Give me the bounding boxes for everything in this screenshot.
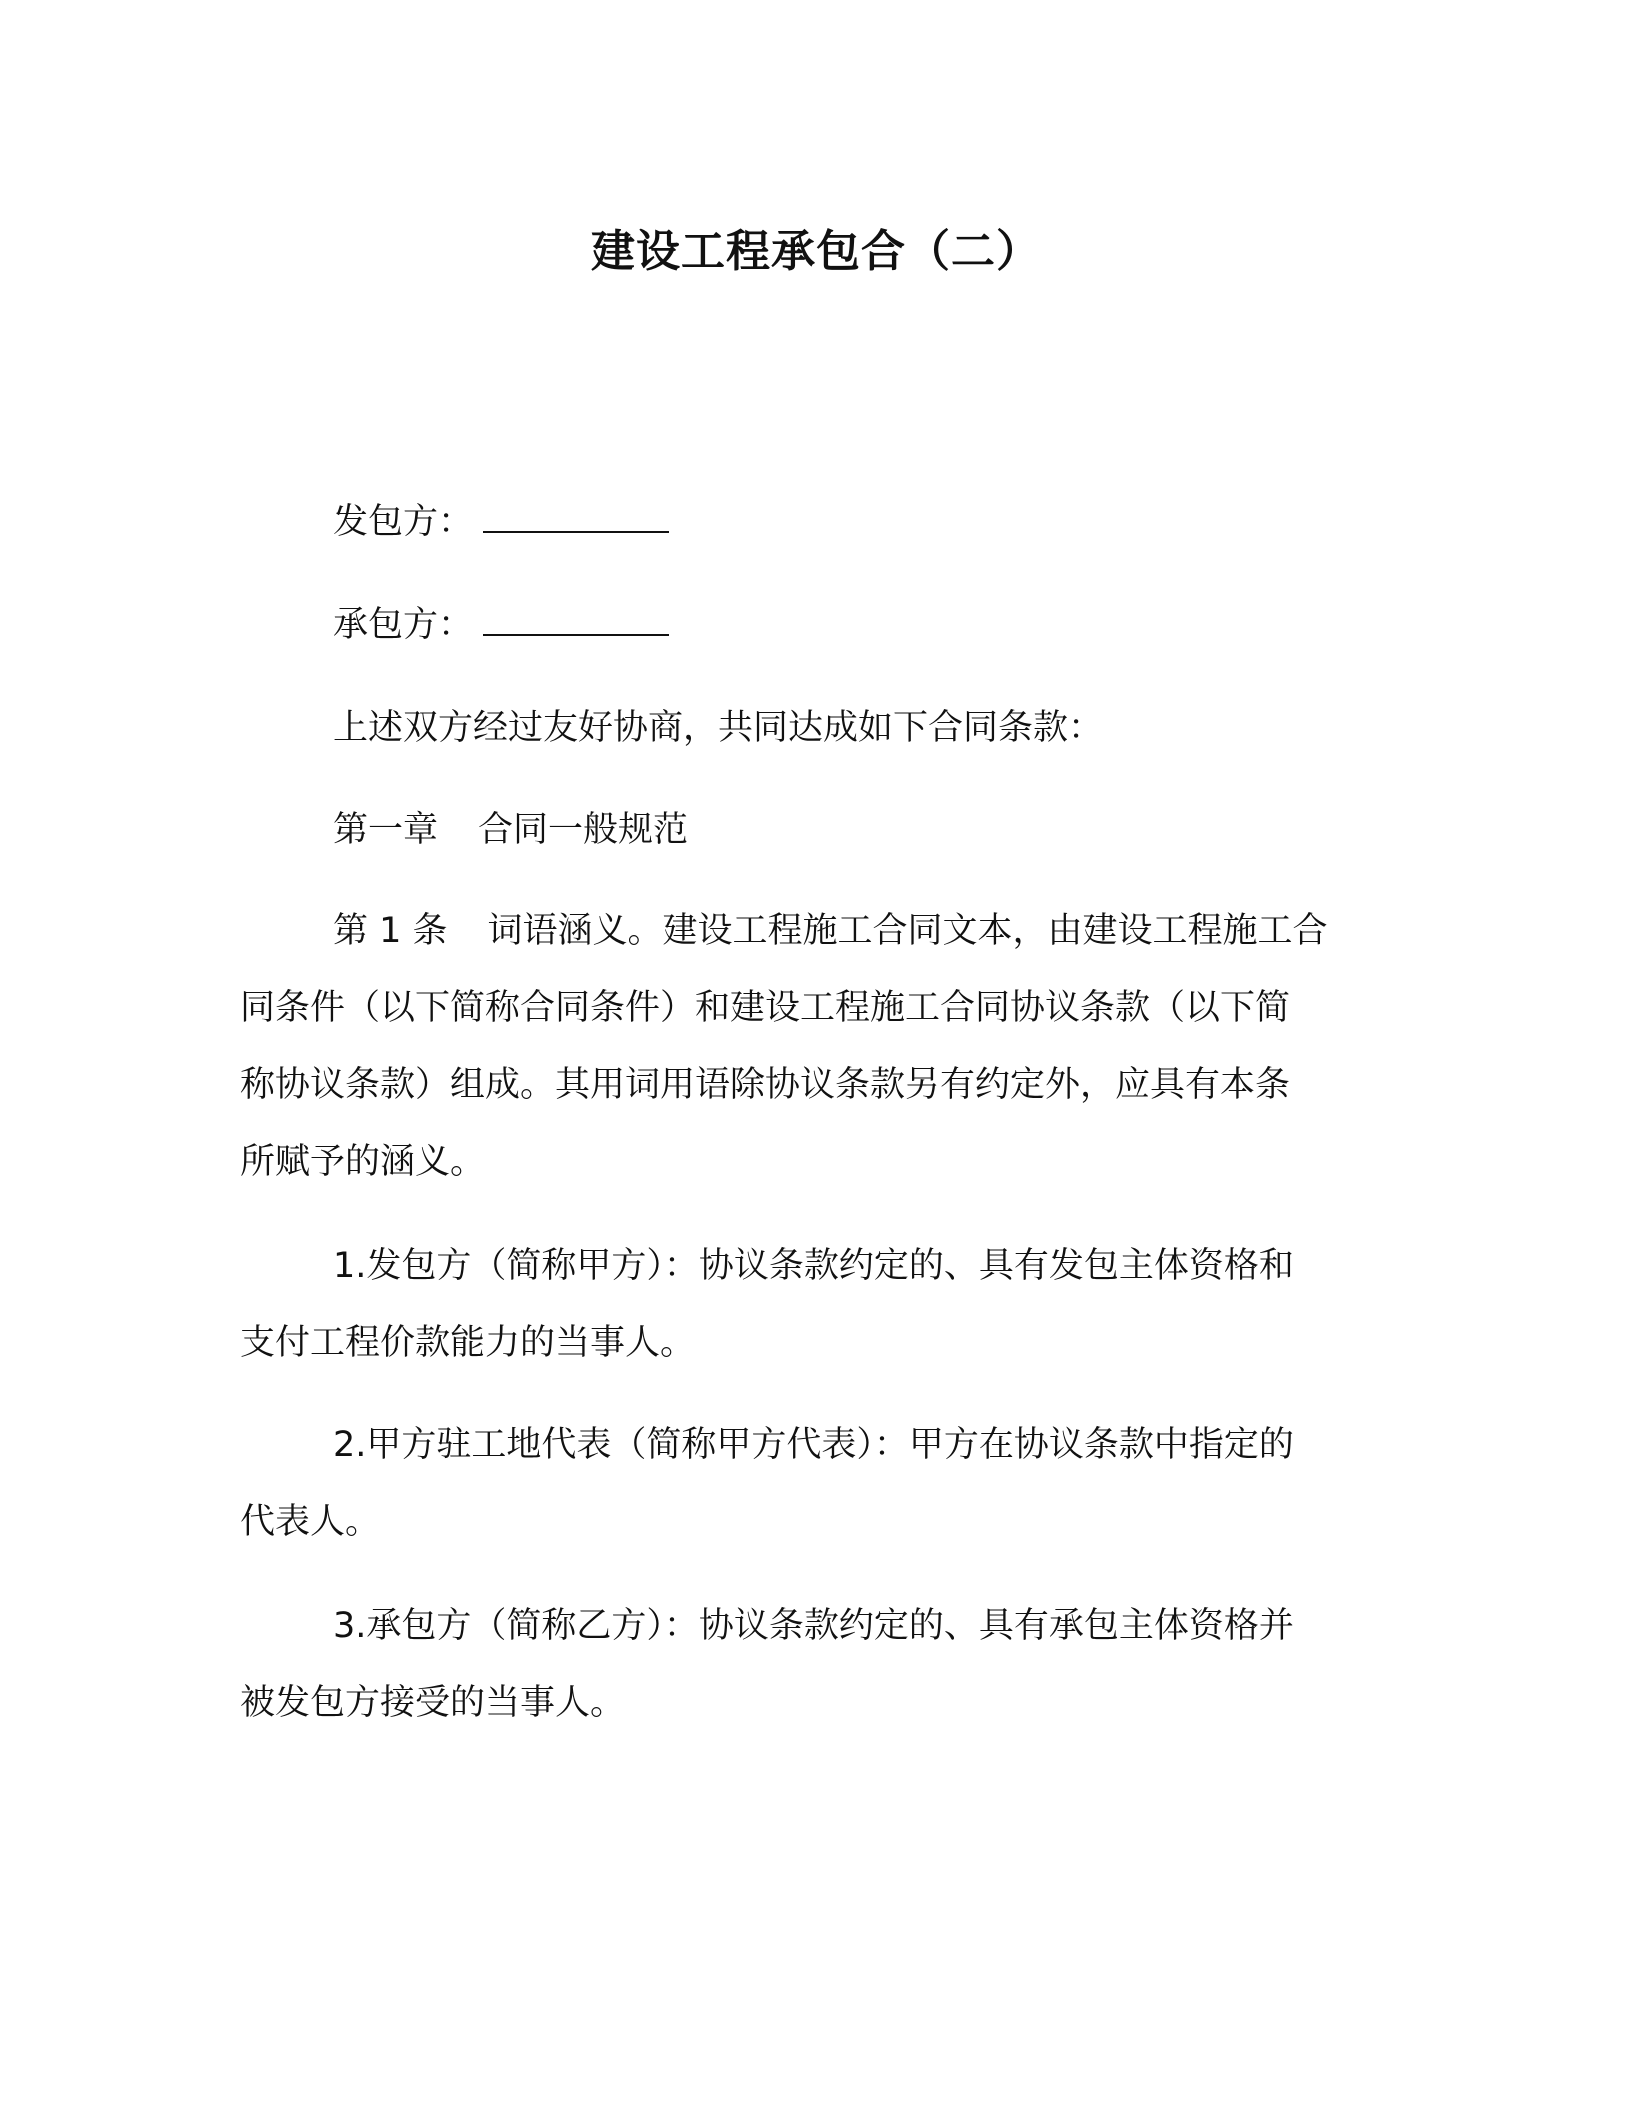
employer-field (333, 495, 669, 547)
definition-3-line-2: 被发包方接受的当事人。 (240, 1683, 626, 1723)
definition-2-line-2: 代表人。 (240, 1502, 381, 1542)
chapter-name: 合同一般规范 (478, 810, 689, 850)
article1-number: 第 1 条 (333, 911, 448, 951)
definition-3-line-1: 3.承包方（简称乙方）：协议条款约定的、具有承包主体资格并 (333, 1606, 1294, 1646)
article1-line-1 (333, 906, 1328, 956)
intro-paragraph: 上述双方经过友好协商，共同达成如下合同条款： (333, 708, 1104, 748)
contractor-blank-line (483, 598, 669, 636)
article1-line-3: 称协议条款）组成。其用词用语除协议条款另有约定外，应具有本条 (240, 1065, 1291, 1105)
article1-text: 词语涵义。建设工程施工合同文本，由建设工程施工合 (487, 911, 1328, 951)
contractor-label: 承包方： (333, 605, 474, 645)
employer-label: 发包方： (333, 502, 474, 542)
contractor-field (333, 598, 669, 650)
chapter-heading (333, 805, 688, 855)
document-title: 建设工程承包合（二） (591, 226, 1041, 277)
article1-line-2: 同条件（以下简称合同条件）和建设工程施工合同协议条款（以下简 (240, 988, 1291, 1028)
chapter-number: 第一章 (333, 810, 439, 850)
definition-2-line-1: 2.甲方驻工地代表（简称甲方代表）：甲方在协议条款中指定的 (333, 1425, 1294, 1465)
definition-1-line-1: 1.发包方（简称甲方）：协议条款约定的、具有发包主体资格和 (333, 1246, 1294, 1286)
employer-blank-line (483, 495, 669, 533)
definition-1-line-2: 支付工程价款能力的当事人。 (240, 1323, 696, 1363)
article1-line-4: 所赋予的涵义。 (240, 1142, 486, 1182)
